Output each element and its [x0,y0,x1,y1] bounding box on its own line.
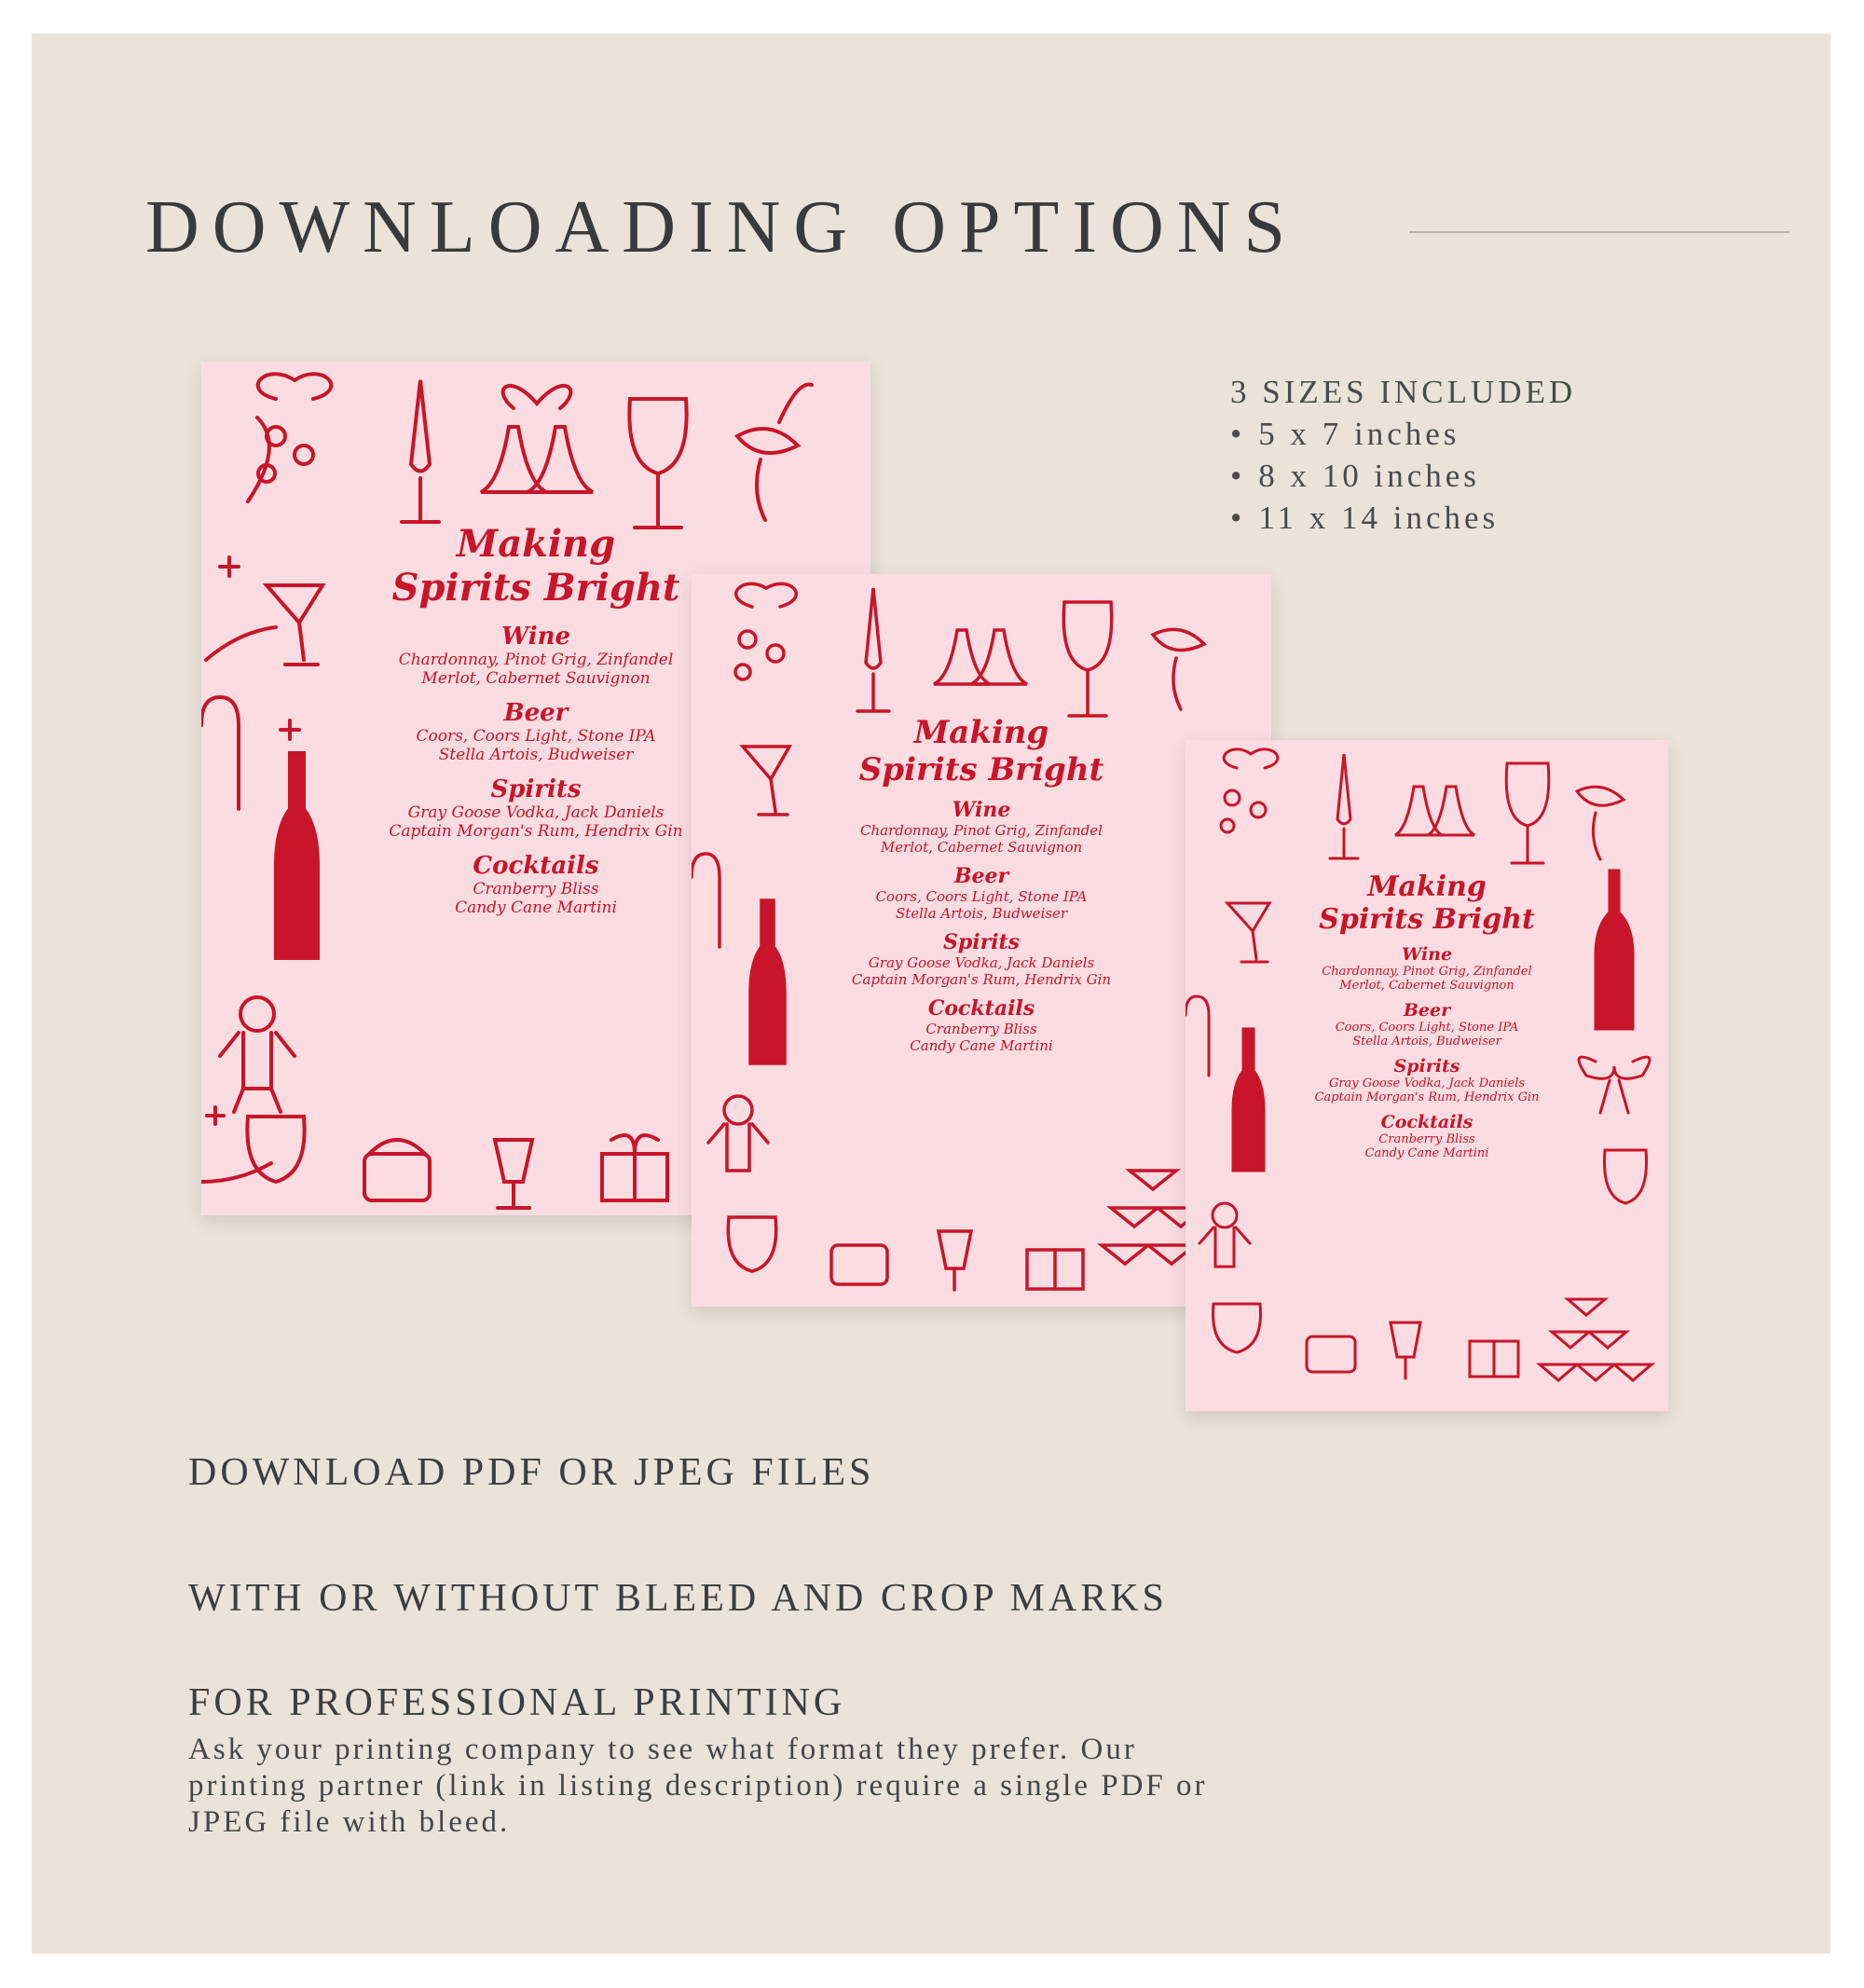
download-formats: DOWNLOAD PDF OR JPEG FILES [188,1451,875,1494]
sizes-list [1230,371,1576,539]
dove-icon [737,385,812,521]
bells-icon [1395,787,1474,835]
wine-glass-icon [629,399,686,528]
champagne-flute-icon [402,380,439,522]
page-title: DOWNLOADING OPTIONS [145,186,1299,268]
wine-toast-icon [1213,1304,1261,1352]
size-item: • 8 x 10 inches [1230,458,1480,494]
cake-icon [364,1140,430,1200]
professional-printing-heading: FOR PROFESSIONAL PRINTING [188,1681,846,1724]
gingerbread-icon [708,1096,768,1171]
wine-toast-icon [728,1217,775,1271]
bells-icon [481,386,593,492]
coupe-glass-icon [495,1140,532,1208]
gift-icon [1027,1250,1083,1289]
size-item: • 5 x 7 inches [1230,416,1460,452]
menu-text: Making Spirits Bright Wine Chardonnay, Pinot Grig, Zinfandel Merlot, Cabernet Sauvignon Beer Coors, Coors Light, Stone IPA Stella Artois, Budweiser Spirits Gray Goose Vodka, Jack Daniels Captain Morgan's Rum, Hendrix Gin Cocktails Cranberry Bliss Candy Cane Martini [851,714,1112,1054]
bells-icon [934,630,1027,684]
champagne-flute-icon [1330,754,1358,858]
wine-toast-icon [201,1117,305,1182]
mistletoe-icon [735,583,796,679]
champagne-tower-icon [1540,1299,1652,1380]
menu-text: Making Spirits Bright Wine Chardonnay, Pinot Grig, Zinfandel Merlot, Cabernet Sauvignon Beer Coors, Coors Light, Stone IPA Stella Artois, Budweiser Spirits Gray Goose Vodka, Jack Daniels Captain Morgan's Rum, Hendrix Gin Cocktails Cranberry Bliss Candy Cane Martini [1314,871,1540,1160]
bleed-option: WITH OR WITHOUT BLEED AND CROP MARKS [188,1577,1168,1620]
coupe-glass-icon [1391,1323,1420,1378]
champagne-flute-icon [857,588,889,711]
coupe-glass-icon [939,1231,971,1290]
menu-preview-medium [692,574,1271,1307]
wine-glass-icon [1506,763,1549,863]
dove-icon [1153,629,1204,709]
mistletoe-icon [248,374,331,501]
title-divider [1409,231,1789,233]
wine-glass-icon [1063,602,1111,716]
menu-preview-small [1186,740,1668,1411]
cake-icon [831,1245,887,1284]
gift-icon [1470,1341,1518,1377]
gift-icon [602,1135,667,1200]
cake-icon [1307,1337,1355,1372]
gingerbread-icon [220,997,295,1112]
sizes-heading: 3 SIZES INCLUDED [1230,374,1577,410]
gingerbread-icon [1199,1203,1250,1267]
page-frame [32,34,1830,1954]
menu-text: Making Spirits Bright Wine Chardonnay, Pinot Grig, Zinfandel Merlot, Cabernet Sauvignon Beer Coors, Coors Light, Stone IPA Stella Artois, Budweiser Spirits Gray Goose Vodka, Jack Daniels Captain Morgan's Rum, Hendrix Gin Cocktails Cranberry Bliss Candy Cane Martini [389,522,683,917]
dove-icon [1577,787,1624,859]
printing-paragraph: Ask your printing company to see what format they prefer. Our printing partner (link in listing description) require a single PDF or JPEG file with bleed. [188,1733,1208,1839]
mistletoe-icon [1221,749,1278,832]
size-item: • 11 x 14 inches [1230,500,1500,536]
